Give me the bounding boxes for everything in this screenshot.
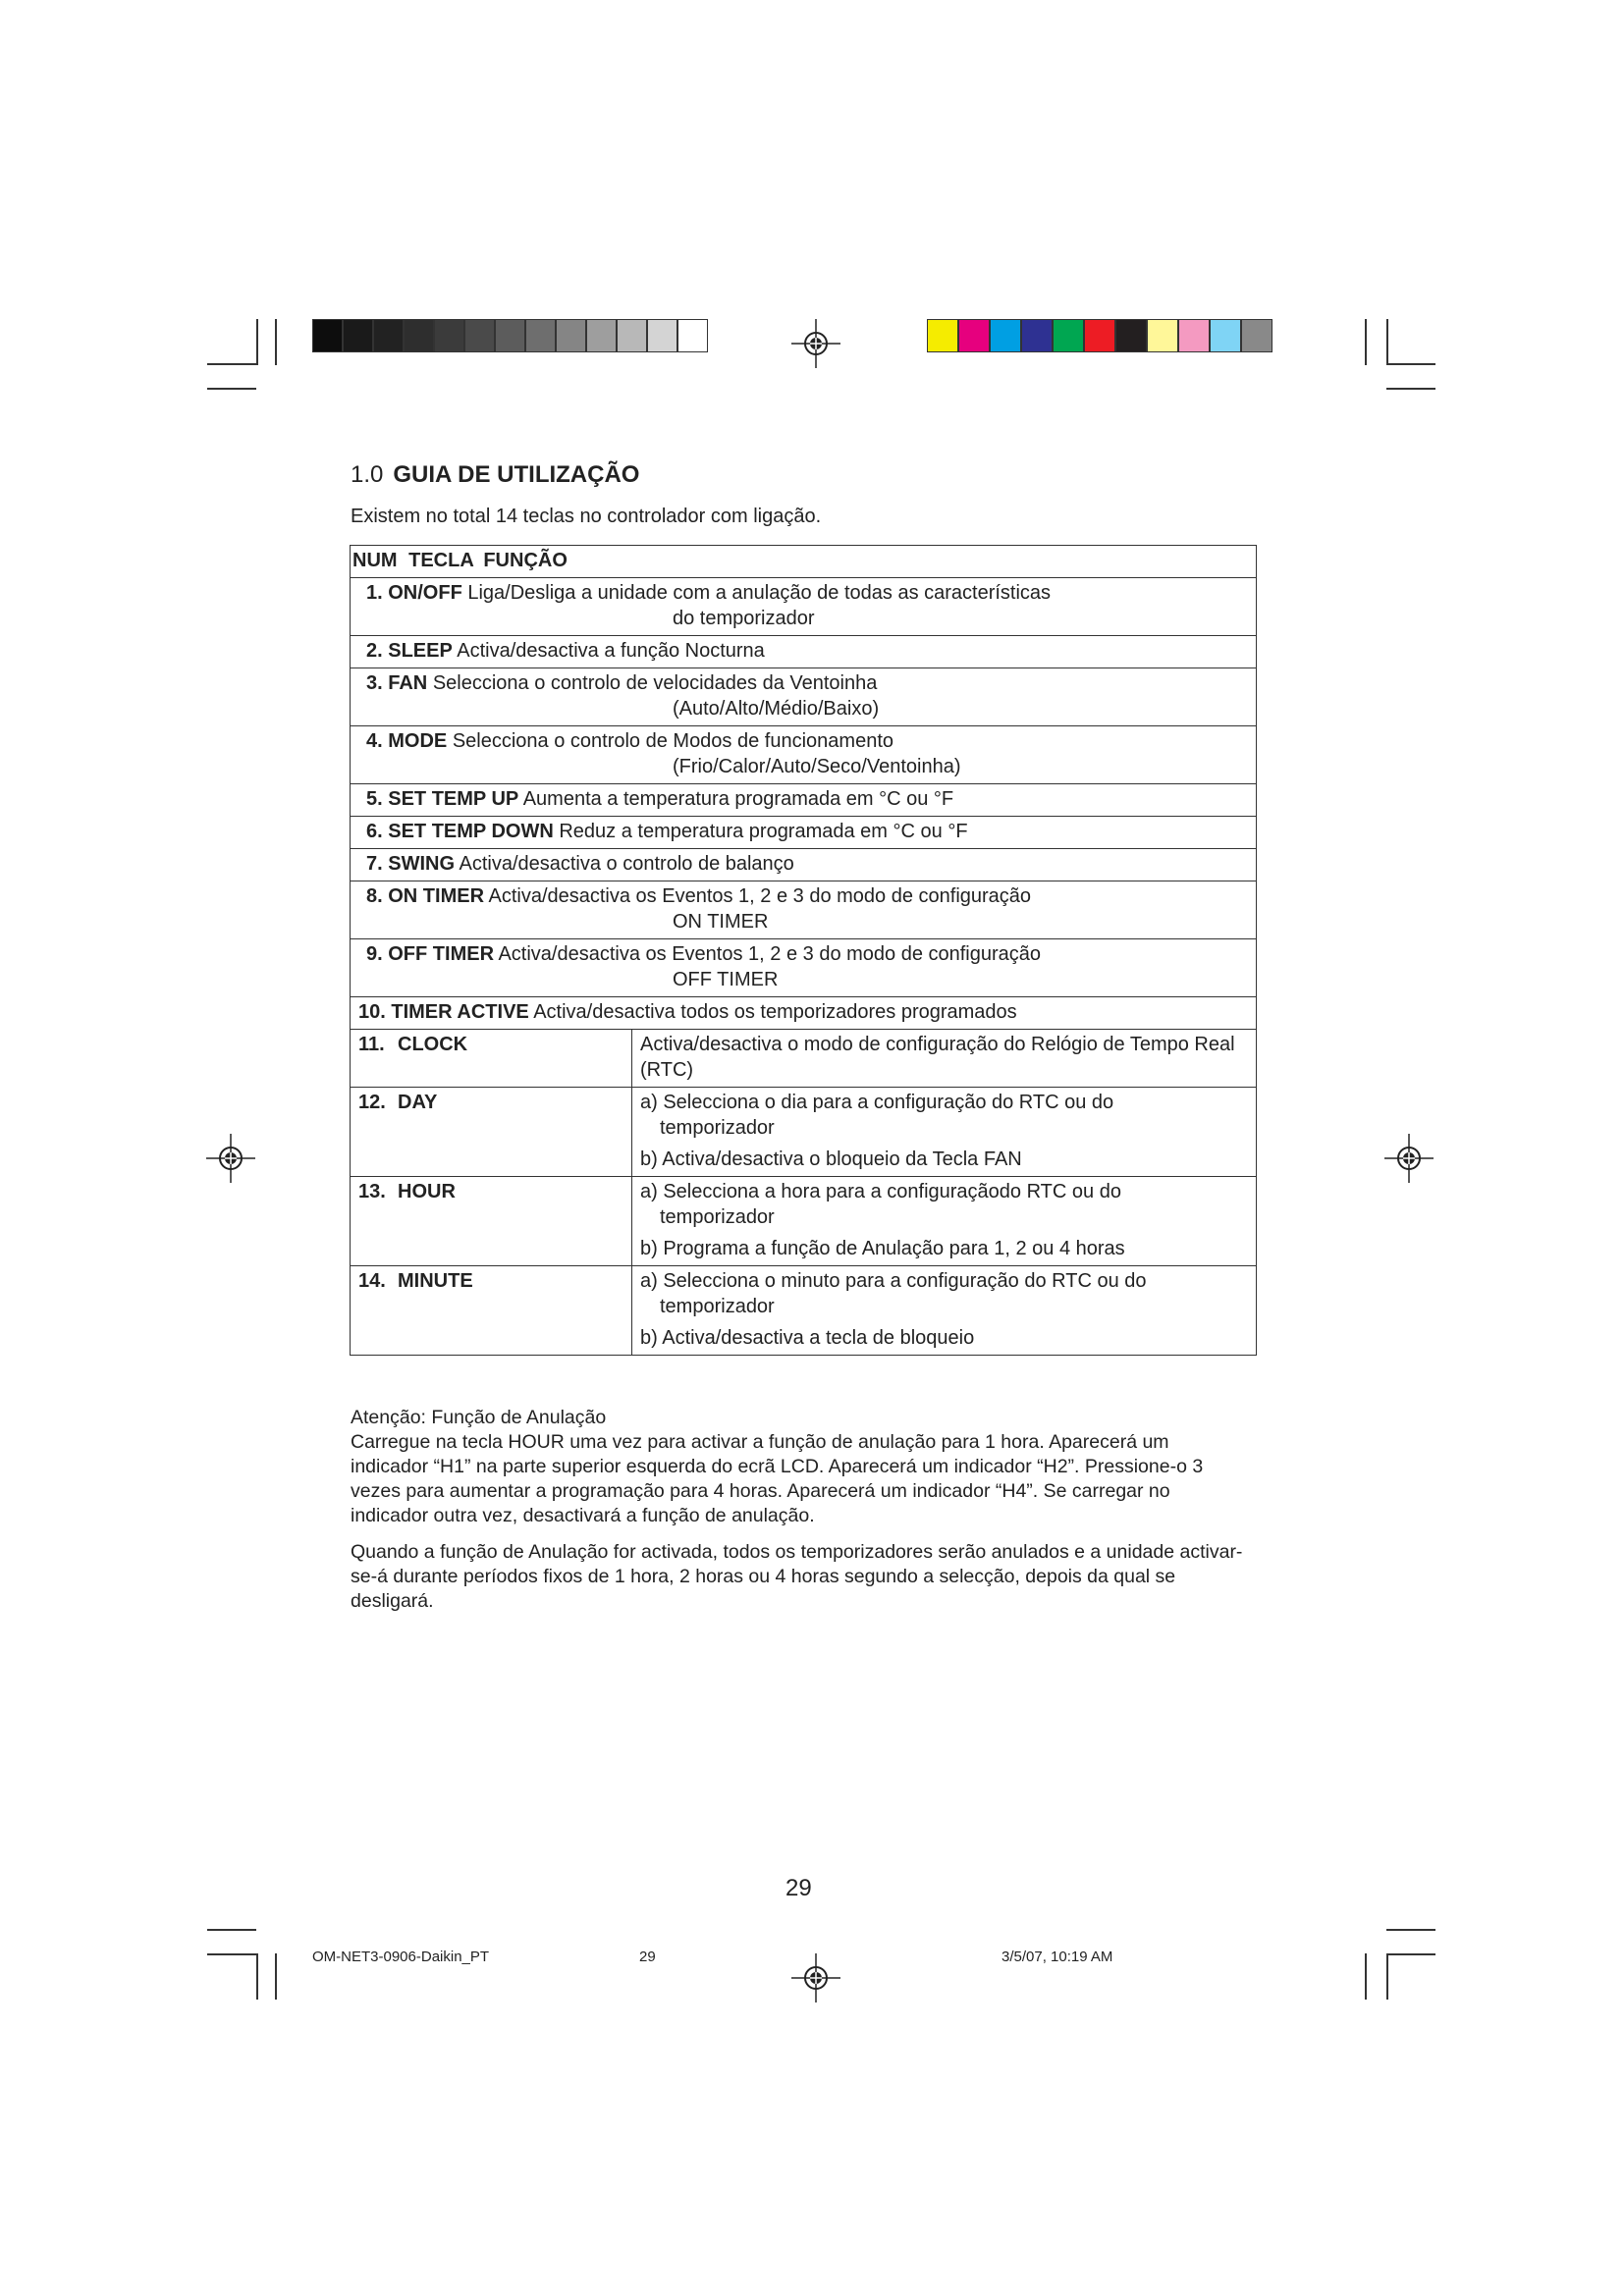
row-desc-cont: (Frio/Calor/Auto/Seco/Ventoinha) (673, 756, 961, 777)
section-title (351, 461, 639, 489)
row-desc-cont: do temporizador (673, 608, 815, 629)
color-swatch (1084, 319, 1115, 352)
row-number: 6. (366, 821, 383, 842)
color-swatch (677, 319, 708, 352)
row-desc-cont: (Auto/Alto/Médio/Baixo) (673, 698, 880, 720)
color-swatch (312, 319, 343, 352)
color-swatch (556, 319, 586, 352)
row-number: 14. (358, 1270, 386, 1292)
row-key: MODE (388, 730, 448, 752)
row-desc: Activa/desactiva o controlo de balanço (459, 853, 794, 875)
row-key: ON TIMER (388, 885, 485, 907)
color-swatch (1053, 319, 1084, 352)
color-swatch (525, 319, 556, 352)
color-swatch (404, 319, 434, 352)
table-row (351, 668, 1257, 726)
row-desc-b: b) Programa a função de Anulação para 1, 2 ou 4 horas (640, 1238, 1125, 1259)
row-desc: a) Selecciona o minuto para a configuração do RTC ou do (640, 1270, 1147, 1292)
header-function: FUNÇÃO (483, 550, 568, 571)
row-number: 13. (358, 1181, 386, 1202)
row-number: 1. (366, 582, 383, 604)
section-number: 1.0 (351, 461, 384, 488)
row-key: MINUTE (398, 1270, 473, 1292)
table-row (351, 1177, 1257, 1266)
color-swatch (373, 319, 404, 352)
override-note (351, 1406, 1246, 1626)
row-key: HOUR (398, 1181, 456, 1202)
color-swatch (647, 319, 677, 352)
row-desc-cont: ON TIMER (673, 911, 769, 933)
section-heading: GUIA DE UTILIZAÇÃO (393, 461, 640, 488)
row-key: ON/OFF (388, 582, 462, 604)
row-desc: a) Selecciona a hora para a configuraçãodo RTC ou do (640, 1181, 1121, 1202)
table-header-row (351, 546, 1257, 578)
color-swatch (958, 319, 990, 352)
header-key: TECLA (408, 550, 474, 571)
row-number: 10. (358, 1001, 386, 1023)
row-desc-b: b) Activa/desactiva o bloqueio da Tecla FAN (640, 1148, 1022, 1170)
row-number: 4. (366, 730, 383, 752)
table-row (351, 578, 1257, 636)
note-heading: Atenção: Função de Anulação (351, 1407, 607, 1428)
footer-page: 29 (639, 1949, 656, 1965)
row-number: 3. (366, 672, 383, 694)
row-key: SET TEMP UP (388, 788, 519, 810)
registration-mark-icon (791, 319, 840, 368)
table-row (351, 1266, 1257, 1356)
header-num: NUM (352, 550, 398, 571)
row-desc: Activa/desactiva os Eventos 1, 2 e 3 do modo de configuração (498, 943, 1042, 965)
color-swatch (434, 319, 464, 352)
row-desc: Activa/desactiva os Eventos 1, 2 e 3 do modo de configuração (488, 885, 1032, 907)
row-number: 2. (366, 640, 383, 662)
table-row (351, 849, 1257, 881)
row-key: CLOCK (398, 1034, 468, 1055)
intro-text: Existem no total 14 teclas no controlador com ligação. (351, 506, 822, 527)
color-swatch (1147, 319, 1178, 352)
row-number: 8. (366, 885, 383, 907)
color-swatch (1021, 319, 1053, 352)
row-desc: Activa/desactiva todos os temporizadores programados (533, 1001, 1017, 1023)
row-desc: Selecciona o controlo de velocidades da Ventoinha (432, 672, 878, 694)
row-key: OFF TIMER (388, 943, 495, 965)
note-paragraph: Quando a função de Anulação for activada, todos os temporizadores serão anulados e a unidade activar-se-á durante períodos fixos de 1 hora, 2 horas ou 4 horas segundo a selecção, depois da qual se desligará. (351, 1541, 1243, 1612)
row-desc: a) Selecciona o dia para a configuração do RTC ou do (640, 1092, 1114, 1113)
table-row (351, 817, 1257, 849)
row-key: FAN (388, 672, 428, 694)
table-row (351, 1030, 1257, 1088)
page-number: 29 (785, 1875, 812, 1901)
row-desc: Liga/Desliga a unidade com a anulação de todas as características (467, 582, 1052, 604)
row-number: 7. (366, 853, 383, 875)
table-row (351, 881, 1257, 939)
color-swatch (343, 319, 373, 352)
table-row (351, 784, 1257, 817)
row-desc-cont: temporizador (660, 1117, 775, 1139)
table-row (351, 939, 1257, 997)
color-swatch (990, 319, 1021, 352)
note-paragraph: Carregue na tecla HOUR uma vez para activar a função de anulação para 1 hora. Aparecerá um indicador “H1” na parte superior esquerda do ecrã LCD. Aparecerá um indicador “H2”. Pressione-o 3 vezes para aumentar a programação para 4 horas. Aparecerá um indicador “H4”. Se carregar no indicador outra vez, desactivará a função de anulação. (351, 1431, 1204, 1526)
row-desc-cont: OFF TIMER (673, 969, 779, 990)
registration-mark-icon (791, 1953, 840, 2002)
color-swatch (464, 319, 495, 352)
registration-mark-icon (1384, 1134, 1434, 1183)
row-desc: Aumenta a temperatura programada em °C ou °F (522, 788, 954, 810)
color-swatch (927, 319, 958, 352)
row-key: SET TEMP DOWN (388, 821, 554, 842)
registration-mark-icon (206, 1134, 255, 1183)
color-swatch (495, 319, 525, 352)
row-desc-cont: temporizador (660, 1296, 775, 1317)
row-number: 11. (358, 1034, 385, 1055)
color-swatch (1241, 319, 1272, 352)
row-desc: Activa/desactiva a função Nocturna (457, 640, 765, 662)
row-desc-cont: temporizador (660, 1206, 775, 1228)
footer-date: 3/5/07, 10:19 AM (1001, 1949, 1113, 1965)
color-swatch (617, 319, 647, 352)
color-swatch (1210, 319, 1241, 352)
row-number: 12. (358, 1092, 386, 1113)
row-desc: Reduz a temperatura programada em °C ou °F (559, 821, 968, 842)
row-desc: Selecciona o controlo de Modos de funcionamento (452, 730, 893, 752)
keys-table (350, 545, 1257, 1356)
footer-file: OM-NET3-0906-Daikin_PT (312, 1949, 490, 1965)
color-swatch (1115, 319, 1147, 352)
row-desc: Activa/desactiva o modo de configuração do Relógio de Tempo Real (RTC) (640, 1034, 1235, 1081)
row-key: SWING (388, 853, 456, 875)
row-key: DAY (398, 1092, 438, 1113)
table-row (351, 636, 1257, 668)
color-swatch (586, 319, 617, 352)
row-number: 9. (366, 943, 383, 965)
row-key: TIMER ACTIVE (391, 1001, 529, 1023)
row-desc-b: b) Activa/desactiva a tecla de bloqueio (640, 1327, 975, 1349)
table-row (351, 1088, 1257, 1177)
row-number: 5. (366, 788, 383, 810)
color-swatch (1178, 319, 1210, 352)
table-row (351, 997, 1257, 1030)
row-key: SLEEP (388, 640, 453, 662)
table-row (351, 726, 1257, 784)
